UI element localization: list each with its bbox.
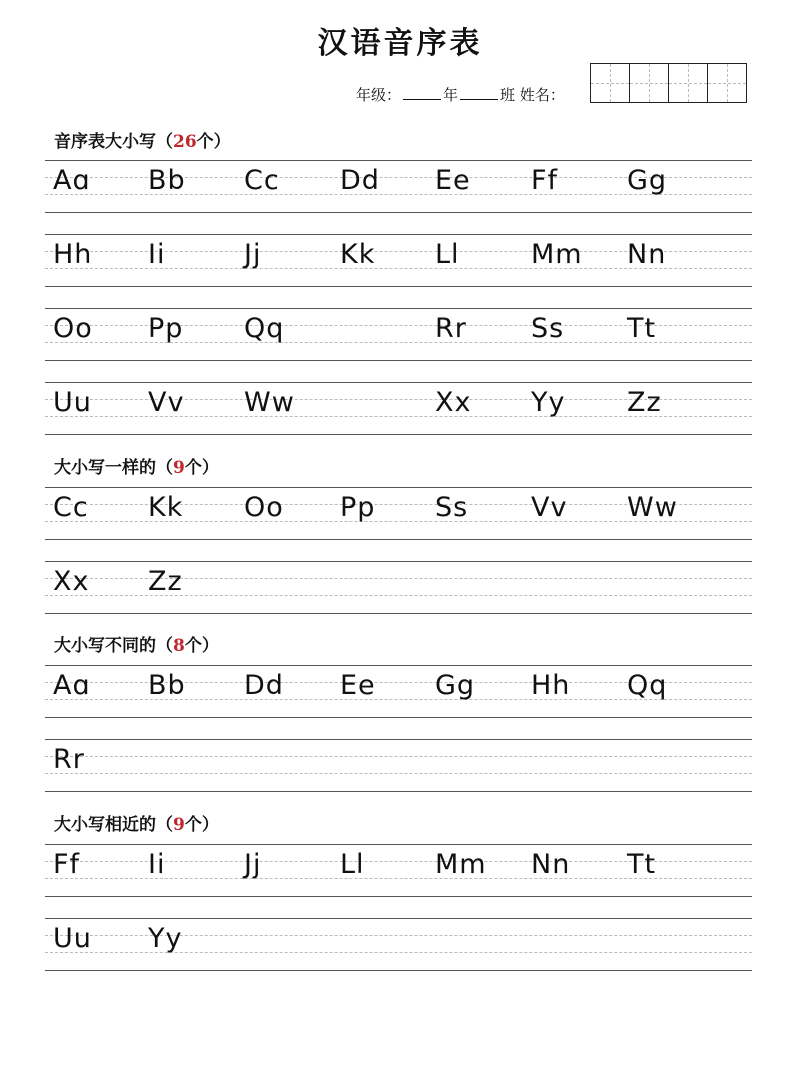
heading-count: 8 — [173, 636, 185, 656]
heading-text: 大小写不同的（ — [54, 636, 173, 656]
class-blank[interactable] — [460, 85, 498, 100]
letter-pair: Nn — [531, 849, 571, 880]
heading-count: 26 — [173, 132, 197, 152]
letter-pair: Ss — [435, 492, 469, 523]
letter-pair: Aɑ — [53, 670, 91, 701]
letter-pair: Xx — [53, 566, 90, 597]
writing-line-row — [45, 844, 752, 897]
letter-pair: Ww — [244, 387, 295, 418]
letter-pair: Jj — [244, 849, 262, 880]
letter-pair: Zz — [627, 387, 662, 418]
letter-pair: Rr — [435, 313, 467, 344]
letter-pair: Pp — [340, 492, 376, 523]
letter-pair: Yy — [531, 387, 566, 418]
letter-pair: Uu — [53, 923, 92, 954]
writing-line-row — [45, 308, 752, 361]
dashed-guide — [45, 773, 752, 774]
letter-pair: Gg — [435, 670, 476, 701]
name-writing-boxes[interactable] — [590, 63, 747, 103]
letter-pair: Ff — [53, 849, 81, 880]
heading-count: 9 — [173, 458, 185, 478]
letter-pair: Ss — [531, 313, 565, 344]
heading-suffix: 个） — [184, 636, 219, 656]
letter-pair: Bb — [148, 165, 186, 196]
grade-blank[interactable] — [403, 85, 441, 100]
letter-pair: Ee — [435, 165, 471, 196]
writing-line-row — [45, 487, 752, 540]
heading-text: 大小写相近的（ — [54, 815, 173, 835]
letter-pair: Dd — [244, 670, 284, 701]
letter-pair: Ee — [340, 670, 376, 701]
letter-pair: Tt — [627, 313, 657, 344]
heading-count: 9 — [173, 815, 185, 835]
writing-line-row — [45, 160, 752, 213]
writing-line-row — [45, 665, 752, 718]
letter-pair: Qq — [244, 313, 285, 344]
letter-pair: Zz — [148, 566, 183, 597]
letter-pair: Dd — [340, 165, 380, 196]
heading-text: 大小写一样的（ — [54, 458, 173, 478]
letter-pair: Oo — [53, 313, 93, 344]
letter-pair: Kk — [148, 492, 184, 523]
grade-label: 年级： — [356, 86, 402, 104]
letter-pair: Yy — [148, 923, 183, 954]
letter-pair: Gg — [627, 165, 668, 196]
heading-text: 音序表大小写（ — [54, 132, 173, 152]
writing-line-row — [45, 234, 752, 287]
section-heading — [54, 453, 219, 478]
letter-pair: Ii — [148, 239, 166, 270]
letter-pair: Ww — [627, 492, 678, 523]
letter-pair: Vv — [148, 387, 185, 418]
letter-pair: Bb — [148, 670, 186, 701]
letter-pair: Hh — [531, 670, 571, 701]
writing-line-row — [45, 382, 752, 435]
letter-pair: Aɑ — [53, 165, 91, 196]
letter-pair: Xx — [435, 387, 472, 418]
letter-pair: Ii — [148, 849, 166, 880]
section-heading — [54, 127, 231, 152]
letter-pair: Jj — [244, 239, 262, 270]
letter-pair: Mm — [531, 239, 583, 270]
section-heading — [54, 810, 219, 835]
letter-pair: Qq — [627, 670, 668, 701]
heading-suffix: 个） — [184, 458, 219, 478]
letter-pair: Ll — [435, 239, 460, 270]
letter-pair: Hh — [53, 239, 93, 270]
letter-pair: Pp — [148, 313, 184, 344]
class-label: 班 — [500, 86, 516, 104]
letter-pair: Ff — [531, 165, 559, 196]
letter-pair: Kk — [340, 239, 376, 270]
name-label: 姓名： — [519, 86, 565, 104]
letter-pair: Mm — [435, 849, 487, 880]
letter-pair: Cc — [244, 165, 280, 196]
page-title: 汉语音序表 — [317, 26, 483, 61]
writing-line-row — [45, 918, 752, 971]
year-label: 年 — [443, 86, 459, 104]
dashed-guide — [45, 756, 752, 757]
student-info — [356, 84, 565, 105]
letter-pair: Vv — [531, 492, 568, 523]
letter-pair: Oo — [244, 492, 284, 523]
heading-suffix: 个） — [184, 815, 219, 835]
writing-line-row — [45, 561, 752, 614]
letter-pair: Uu — [53, 387, 92, 418]
letter-pair: Ll — [340, 849, 365, 880]
heading-suffix: 个） — [196, 132, 231, 152]
letter-pair: Rr — [53, 744, 85, 775]
letter-pair: Cc — [53, 492, 89, 523]
writing-line-row — [45, 739, 752, 792]
letter-pair: Tt — [627, 849, 657, 880]
section-heading — [54, 631, 219, 656]
letter-pair: Nn — [627, 239, 667, 270]
